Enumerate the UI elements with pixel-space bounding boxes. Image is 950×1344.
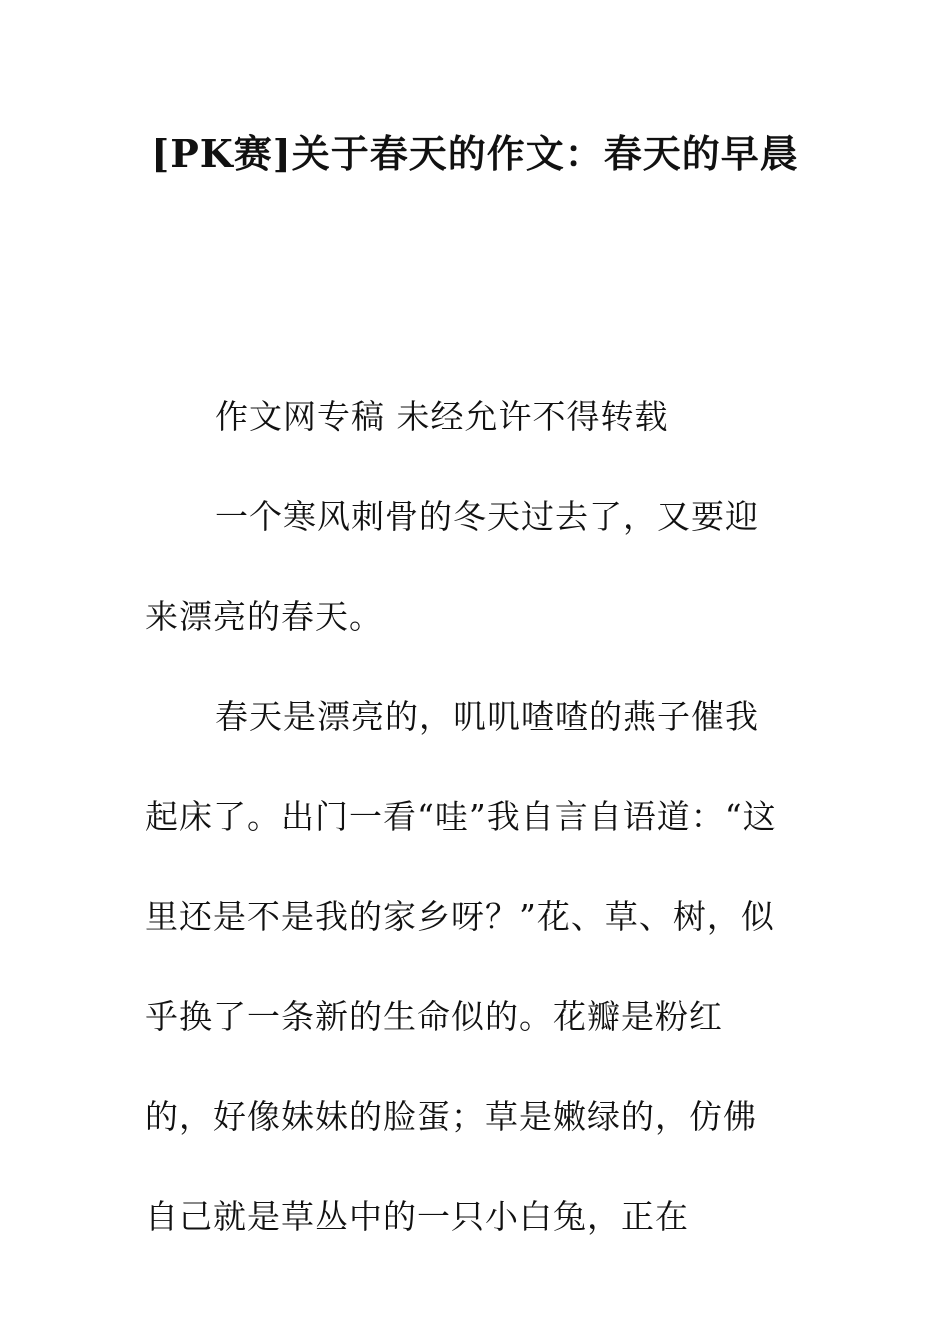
paragraph-2: 春天是漂亮的，叽叽喳喳的燕子催我起床了。出门一看“哇”我自言自语道：“这里还是不是我的家乡呀？”花、草、树，似乎换了一条新的生命似的。花瓣是粉红的，好像妹妹的脸蛋；草是嫩绿的，仿佛自己就是草丛中的一只小白兔，正在 xyxy=(145,697,777,1236)
paragraph-byline: 作文网专稿 未经允许不得转载 xyxy=(215,397,669,436)
document-body xyxy=(145,367,785,1267)
paragraph-1: 一个寒风刺骨的冬天过去了，又要迎来漂亮的春天。 xyxy=(145,497,759,636)
document-title: [PK赛]关于春天的作文：春天的早晨 xyxy=(151,131,799,176)
